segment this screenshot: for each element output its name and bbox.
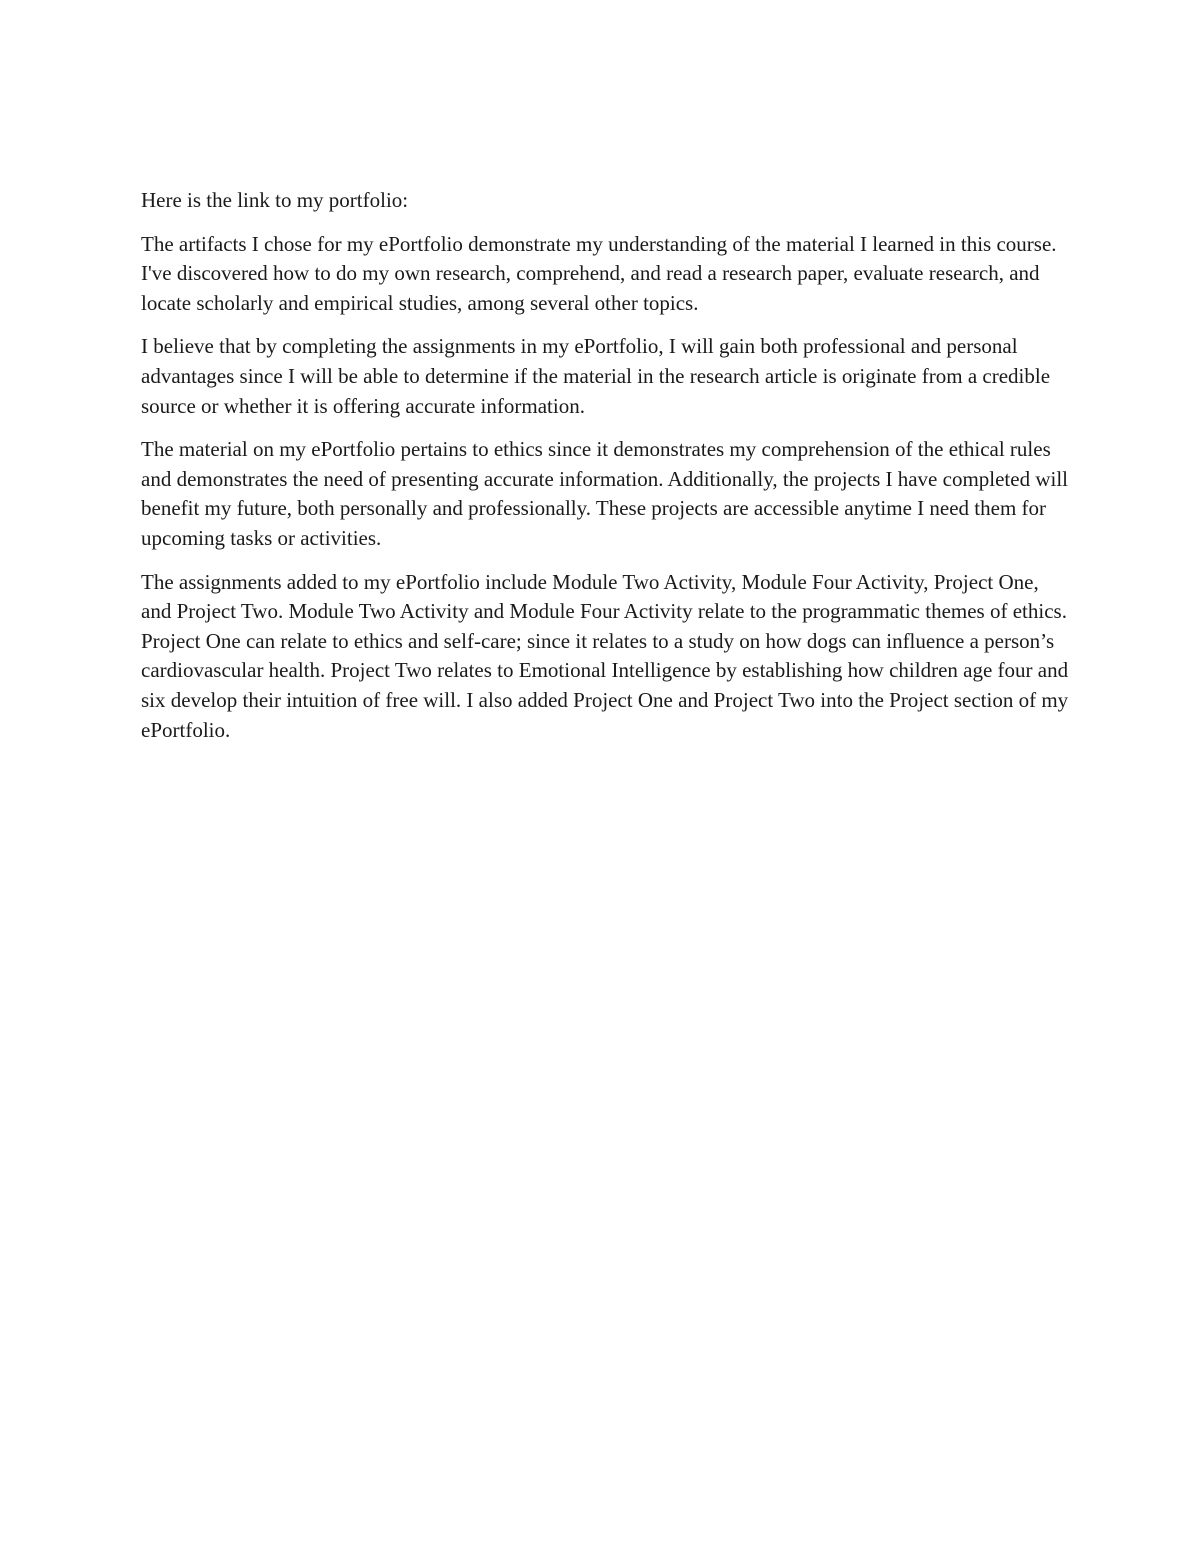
document-body [141, 186, 1071, 759]
paragraph-portfolio-link: Here is the link to my portfolio: [141, 188, 409, 212]
paragraph-artifacts: The artifacts I chose for my ePortfolio demonstrate my understanding of the material I learned in this course. I've discovered how to do my own research, comprehend, and read a research paper, evaluate research, and locate scholarly and empirical studies, among several other topics. [141, 231, 1057, 315]
paragraph-assignments: The assignments added to my ePortfolio include Module Two Activity, Module Four Activity, Project One, and Project Two. Module Two Activity and Module Four Activity relate to the programmatic themes of ethics. Project One can relate to ethics and self-care; since it relates to a study on how dogs can influence a person’s cardiovascular health. Project Two relates to Emotional Intelligence by establishing how children age four and six develop their intuition of free will. I also added Project One and Project Two into the Project section of my ePortfolio. [141, 568, 1071, 746]
paragraph-advantages: I believe that by completing the assignments in my ePortfolio, I will gain both professional and personal advantages since I will be able to determine if the material in the research article is originate from a credible source or whether it is offering accurate information. [141, 334, 1051, 418]
paragraph-ethics: The material on my ePortfolio pertains to ethics since it demonstrates my comprehension of the ethical rules and demonstrates the need of presenting accurate information. Additionally, the projects I have completed will benefit my future, both personally and professionally. These projects are accessible anytime I need them for upcoming tasks or activities. [141, 437, 1069, 550]
